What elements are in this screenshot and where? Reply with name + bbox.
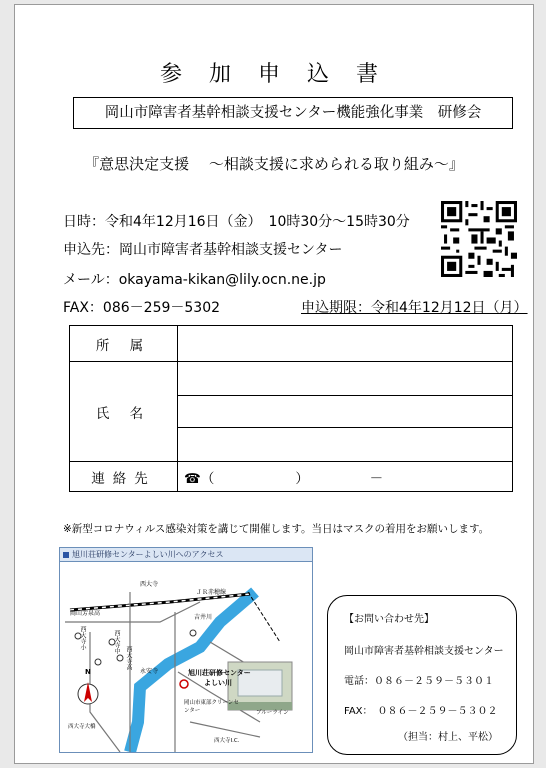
- event-name: 岡山市障害者基幹相談支援センター機能強化事業 研修会: [104, 105, 482, 121]
- map-header: [60, 548, 312, 562]
- map-label-center2: よしい川: [204, 679, 232, 687]
- event-datetime: 日時：令和4年12月16日（金） 10時30分～15時30分: [63, 214, 410, 230]
- contact-info-box: [327, 595, 517, 755]
- map-label-station: 西大寺: [140, 581, 159, 588]
- email-address[interactable]: メール：okayama-kikan@lily.ocn.ne.jp: [63, 272, 326, 288]
- map-label-center: 旭川荘研修センター: [188, 669, 251, 677]
- event-theme: 『意思決定支援 ～相談支援に求められる取り組み～』: [84, 155, 464, 173]
- qr-code-icon[interactable]: [441, 201, 517, 277]
- header-bullet-icon: [63, 552, 69, 558]
- name-field-3[interactable]: [178, 428, 513, 462]
- map-label-school1: 岡山芳泉高: [70, 610, 101, 617]
- map-label-temple: 永安寺: [140, 668, 159, 675]
- map-label-school2: 西大寺小: [79, 626, 86, 650]
- covid-notice: ※新型コロナウィルス感染対策を講じて開催します。当日はマスクの着用をお願いします。: [63, 523, 490, 535]
- application-deadline: 申込期限：令和4年12月12日（月）: [301, 300, 528, 316]
- application-form-page: [14, 4, 534, 764]
- contact-org: 岡山市障害者基幹相談支援センター: [344, 646, 504, 657]
- map-label-facility: 岡山市東部クリーンセンター: [184, 700, 239, 714]
- contact-label: 連絡先: [70, 462, 178, 492]
- contact-fax: FAX： ０８６－２５９－５３０２: [344, 706, 498, 717]
- apply-to: 申込先：岡山市障害者基幹相談支援センター: [63, 242, 343, 258]
- map-drawing: [60, 562, 313, 753]
- phone-field[interactable]: ☎（ ） －: [178, 462, 513, 492]
- page-title: 参 加 申 込 書: [160, 62, 388, 87]
- contact-persons: （担当：村上、平松）: [398, 732, 498, 743]
- name-field-1[interactable]: [178, 362, 513, 396]
- map-label-school3: 西大寺中: [113, 630, 120, 654]
- map-label-ic: 西大寺I.C.: [214, 738, 240, 744]
- event-name-box: [73, 97, 513, 129]
- compass-north-label: N: [85, 668, 91, 676]
- map-label-bridge: 西大寺大橋: [68, 724, 96, 730]
- fax-number: FAX：086－259－5302: [63, 300, 221, 316]
- affiliation-field[interactable]: [178, 326, 513, 362]
- contact-phone: 電話：０８６－２５９－５３０１: [344, 676, 494, 687]
- application-form-table: [69, 325, 513, 492]
- contact-heading: 【お問い合わせ先】: [344, 614, 434, 625]
- map-label-jr: ＪＲ赤穂線: [196, 589, 227, 596]
- map-header-text: 旭川荘研修センターよしい川へのアクセス: [72, 550, 224, 559]
- map-label-river: 吉井川: [194, 614, 213, 621]
- name-field-2[interactable]: [178, 396, 513, 428]
- map-label-school4: 西大寺高: [125, 646, 132, 670]
- access-map: [59, 547, 313, 753]
- map-label-bypass: ブルーライン: [256, 710, 289, 716]
- affiliation-label: 所 属: [70, 326, 178, 362]
- name-label: 氏 名: [70, 362, 178, 462]
